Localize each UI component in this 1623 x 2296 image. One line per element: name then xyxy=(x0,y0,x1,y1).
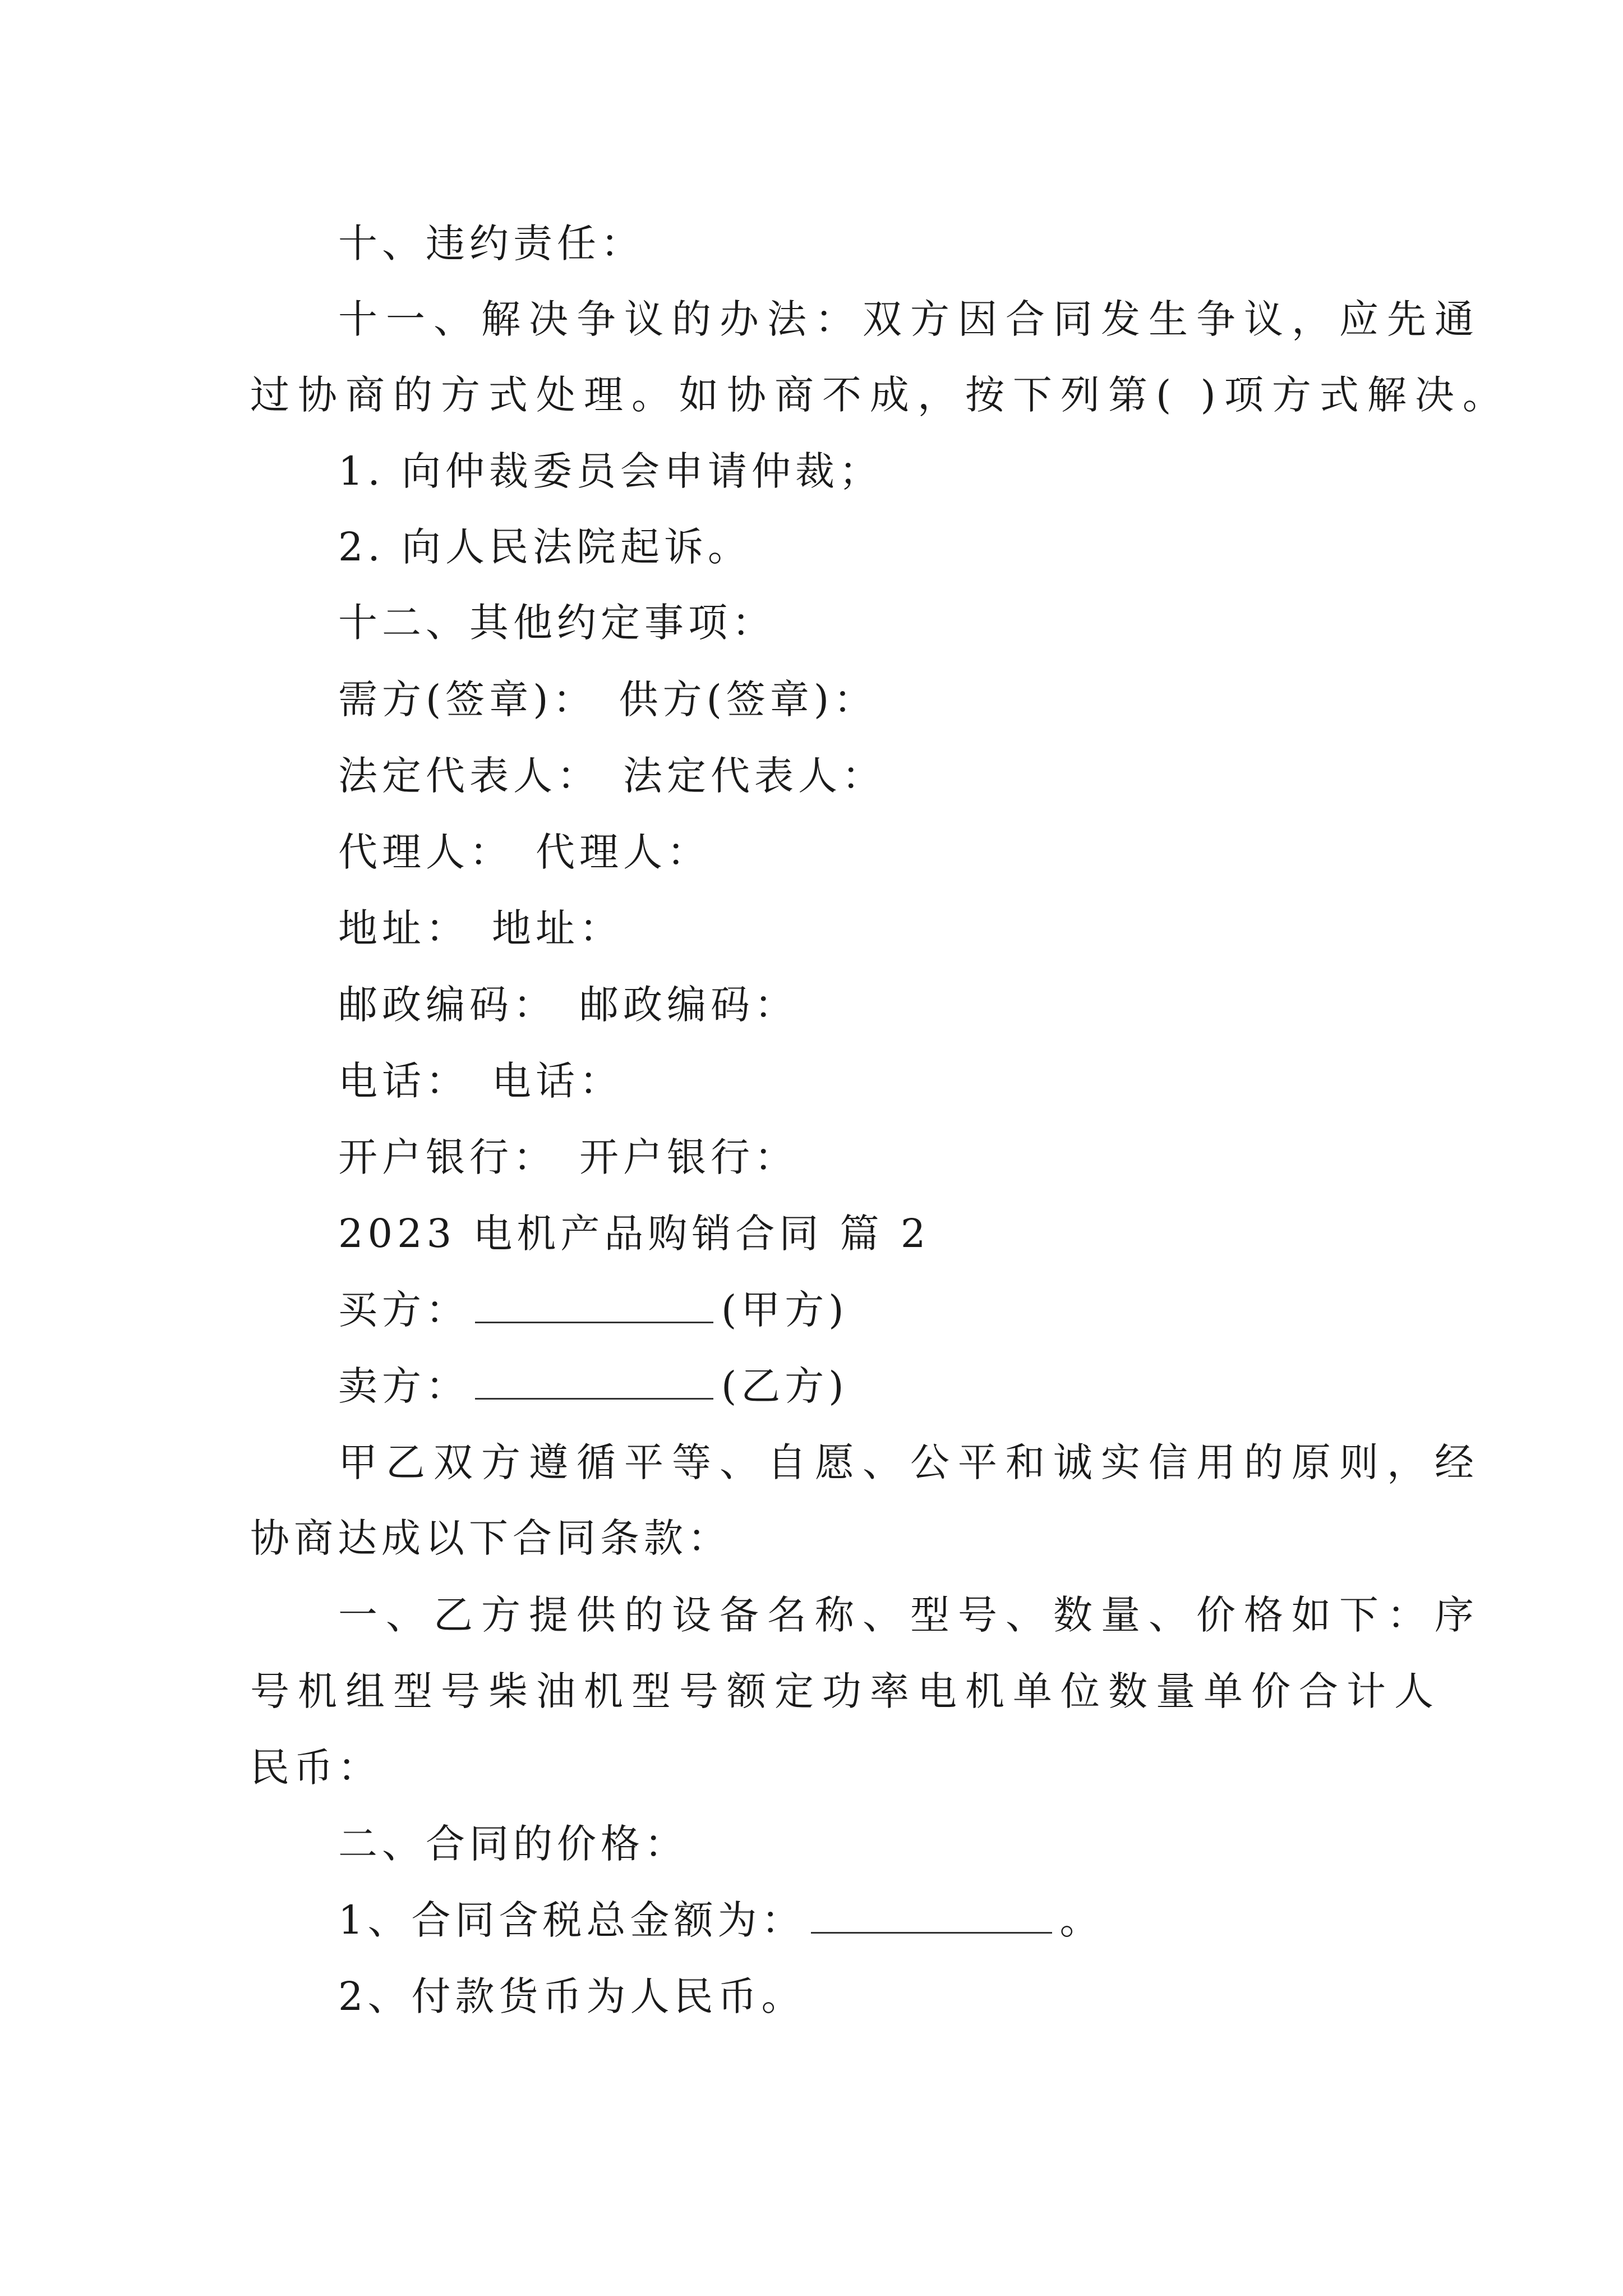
seller-suffix: (乙方) xyxy=(721,1363,849,1409)
signature-seller-seal: 供方(签章)： xyxy=(619,677,878,723)
dispute-option-2: 2. 向人民法院起诉。 xyxy=(338,524,752,570)
clause-11-line-2: 过协商的方式处理。如协商不成，按下列第( )项方式解决。 xyxy=(250,372,1510,418)
seller-line xyxy=(338,1361,849,1411)
signature-buyer-seal: 需方(签章)： xyxy=(338,677,597,723)
clause-2-item-2: 2、付款货币为人民币。 xyxy=(338,1973,805,2019)
clause-1-line-1: 一、乙方提供的设备名称、型号、数量、价格如下：序 xyxy=(338,1592,1482,1638)
signature-seller-agent: 代理人： xyxy=(536,829,711,875)
total-amount-suffix: 。 xyxy=(1059,1897,1104,1943)
signature-seller-address: 地址： xyxy=(492,905,623,951)
signature-row-bank xyxy=(338,1132,798,1182)
signature-buyer-address: 地址： xyxy=(338,905,469,951)
dispute-option-1: 1. 向仲裁委员会申请仲裁； xyxy=(338,448,883,494)
clause-12-heading: 十二、其他约定事项： xyxy=(338,600,776,646)
signature-seller-bank: 开户银行： xyxy=(579,1134,798,1180)
clause-11-line-1: 十一、解决争议的办法：双方因合同发生争议，应先通 xyxy=(338,296,1482,342)
clause-1-line-2: 号机组型号柴油机型号额定功率电机单位数量单价合计人 xyxy=(250,1668,1442,1714)
signature-row-agent xyxy=(338,827,711,877)
buyer-line xyxy=(338,1285,849,1335)
clause-2-heading: 二、合同的价格： xyxy=(338,1821,688,1867)
seller-name-blank xyxy=(475,1363,713,1400)
signature-row-phone xyxy=(338,1056,623,1106)
signature-seller-legal-rep: 法定代表人： xyxy=(623,753,886,799)
total-amount-label: 1、合同含税总金额为： xyxy=(338,1897,805,1943)
signature-row-seal xyxy=(338,674,877,725)
seller-label: 卖方： xyxy=(338,1363,469,1409)
signature-row-postcode xyxy=(338,979,798,1030)
signature-row-legal-rep xyxy=(338,751,886,801)
signature-buyer-postcode: 邮政编码： xyxy=(338,982,557,1028)
signature-buyer-bank: 开户银行： xyxy=(338,1134,557,1180)
signature-buyer-agent: 代理人： xyxy=(338,829,513,875)
total-amount-blank xyxy=(811,1897,1052,1934)
clause-1-line-3: 民币： xyxy=(250,1745,381,1791)
buyer-label: 买方： xyxy=(338,1287,469,1333)
intro-line-1: 甲乙双方遵循平等、自愿、公平和诚实信用的原则，经 xyxy=(338,1439,1482,1485)
signature-row-address xyxy=(338,903,623,954)
signature-seller-postcode: 邮政编码： xyxy=(579,982,798,1028)
buyer-suffix: (甲方) xyxy=(721,1287,849,1333)
signature-buyer-phone: 电话： xyxy=(338,1058,469,1104)
clause-10-heading: 十、违约责任： xyxy=(338,220,644,266)
signature-seller-phone: 电话： xyxy=(492,1058,623,1104)
clause-2-item-1 xyxy=(338,1895,1104,1945)
section-title: 2023 电机产品购销合同 篇 2 xyxy=(338,1211,930,1257)
buyer-name-blank xyxy=(475,1287,713,1323)
intro-line-2: 协商达成以下合同条款： xyxy=(250,1515,731,1561)
signature-buyer-legal-rep: 法定代表人： xyxy=(338,753,601,799)
